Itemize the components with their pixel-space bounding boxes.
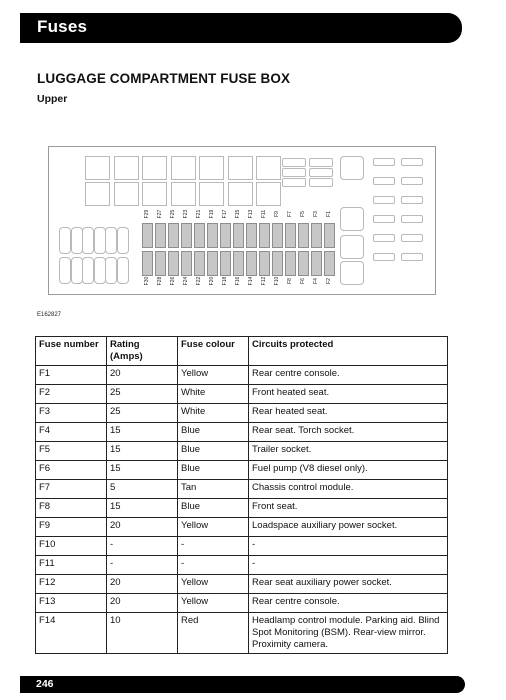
cell-rating: -	[107, 537, 178, 556]
fuse-label: F13	[248, 209, 254, 219]
maxi-fuse-slot	[71, 257, 83, 284]
fuse-label: F19	[209, 209, 215, 219]
cell-rating: 15	[107, 499, 178, 518]
cell-rating: 20	[107, 594, 178, 613]
mini-relay	[309, 178, 333, 187]
cell-rating: 25	[107, 404, 178, 423]
relay-slot	[142, 182, 167, 206]
cell-colour: Yellow	[178, 575, 249, 594]
cell-circuits: Headlamp control module. Parking aid. Blind Spot Monitoring (BSM). Rear-view mirror. Proximity camera.	[249, 613, 448, 654]
mini-fuse-slot	[401, 177, 423, 185]
fuse	[311, 223, 322, 248]
relay-slot	[171, 182, 196, 206]
page-title: Fuses	[37, 17, 88, 36]
relay-slot	[228, 182, 253, 206]
fuse-label: F9	[274, 211, 280, 217]
fuse-label: F10	[274, 276, 280, 286]
relay-slot	[256, 182, 281, 206]
table-row	[36, 537, 448, 556]
cell-colour: White	[178, 404, 249, 423]
fuse-label: F6	[300, 278, 306, 284]
header-circuits: Circuits protected	[249, 337, 448, 366]
cell-circuits: Rear centre console.	[249, 594, 448, 613]
fuse-label: F20	[209, 276, 215, 286]
fuse-label: F24	[183, 276, 189, 286]
fuse	[155, 223, 166, 248]
cell-circuits: Fuel pump (V8 diesel only).	[249, 461, 448, 480]
cell-rating: 15	[107, 461, 178, 480]
fuse	[298, 251, 309, 276]
header-rating: Rating (Amps)	[107, 337, 178, 366]
cell-fuse-number: F6	[36, 461, 107, 480]
cell-colour: Yellow	[178, 594, 249, 613]
relay-slot	[85, 156, 110, 180]
fuse-label: F30	[144, 276, 150, 286]
fuse-label: F15	[235, 209, 241, 219]
maxi-fuse-slot	[105, 257, 117, 284]
fuse	[311, 251, 322, 276]
fuse	[194, 223, 205, 248]
fuse-label: F2	[326, 278, 332, 284]
cell-fuse-number: F8	[36, 499, 107, 518]
cell-rating: 20	[107, 518, 178, 537]
cell-fuse-number: F7	[36, 480, 107, 499]
fuse	[324, 223, 335, 248]
mini-fuse-slot	[401, 158, 423, 166]
cell-fuse-number: F13	[36, 594, 107, 613]
section-subtitle: Upper	[37, 93, 68, 105]
footer-bar	[20, 676, 465, 693]
mini-fuse-slot	[373, 177, 395, 185]
table-header-row	[36, 337, 448, 366]
fuse	[168, 223, 179, 248]
table-row	[36, 480, 448, 499]
fuse-label: F16	[235, 276, 241, 286]
mini-relay	[309, 158, 333, 167]
maxi-fuse-slot	[105, 227, 117, 254]
cell-rating: 10	[107, 613, 178, 654]
fuse	[298, 223, 309, 248]
fuse	[142, 251, 153, 276]
fuse	[285, 223, 296, 248]
maxi-fuse-slot	[94, 257, 106, 284]
fuse	[155, 251, 166, 276]
fuse	[194, 251, 205, 276]
mini-fuse-slot	[401, 234, 423, 242]
relay-slot	[114, 182, 139, 206]
table-row	[36, 366, 448, 385]
cell-circuits: Loadspace auxiliary power socket.	[249, 518, 448, 537]
table-row	[36, 556, 448, 575]
fuse	[168, 251, 179, 276]
mini-relay	[309, 168, 333, 177]
mini-fuse-slot	[401, 196, 423, 204]
cell-fuse-number: F2	[36, 385, 107, 404]
header-fuse-number: Fuse number	[36, 337, 107, 366]
table-row	[36, 423, 448, 442]
fuse-label: F12	[261, 276, 267, 286]
cell-circuits: -	[249, 556, 448, 575]
fuse-label: F11	[261, 209, 267, 219]
relay-slot	[256, 156, 281, 180]
fuse	[324, 251, 335, 276]
table-row	[36, 575, 448, 594]
table-row	[36, 613, 448, 654]
fuse-label: F4	[313, 278, 319, 284]
cell-colour: Yellow	[178, 518, 249, 537]
cell-fuse-number: F14	[36, 613, 107, 654]
fuse	[285, 251, 296, 276]
fuse	[233, 251, 244, 276]
mini-fuse-slot	[401, 215, 423, 223]
cell-fuse-number: F3	[36, 404, 107, 423]
fuse-label: F28	[157, 276, 163, 286]
cell-circuits: Rear heated seat.	[249, 404, 448, 423]
relay-slot	[199, 182, 224, 206]
fuse-label: F29	[144, 209, 150, 219]
fuse	[246, 223, 257, 248]
maxi-fuse-slot	[117, 257, 129, 284]
cell-colour: Tan	[178, 480, 249, 499]
cell-colour: Blue	[178, 461, 249, 480]
table-row	[36, 499, 448, 518]
header-bar	[20, 13, 462, 43]
fuse	[259, 251, 270, 276]
cell-fuse-number: F1	[36, 366, 107, 385]
table-row	[36, 404, 448, 423]
fuse	[272, 223, 283, 248]
fuse-label: F21	[196, 209, 202, 219]
fuse-label: F8	[287, 278, 293, 284]
cell-circuits: Front seat.	[249, 499, 448, 518]
cell-rating: 25	[107, 385, 178, 404]
fuse-label: F22	[196, 276, 202, 286]
maxi-fuse-slot	[59, 227, 71, 254]
mini-fuse-slot	[373, 253, 395, 261]
fuse	[272, 251, 283, 276]
cell-colour: Blue	[178, 423, 249, 442]
fuse-label: F27	[157, 209, 163, 219]
maxi-fuse-slot	[59, 257, 71, 284]
header-fuse-colour: Fuse colour	[178, 337, 249, 366]
maxi-fuse-slot	[82, 227, 94, 254]
cell-fuse-number: F9	[36, 518, 107, 537]
image-reference: E162827	[37, 312, 62, 318]
fuse	[220, 223, 231, 248]
relay-slot	[142, 156, 167, 180]
table-row	[36, 594, 448, 613]
relay-slot	[340, 207, 364, 231]
section-title: LUGGAGE COMPARTMENT FUSE BOX	[37, 71, 291, 86]
mini-relay	[282, 178, 306, 187]
fuse-label: F7	[287, 211, 293, 217]
cell-rating: 20	[107, 575, 178, 594]
cell-circuits: Rear centre console.	[249, 366, 448, 385]
mini-relay	[282, 168, 306, 177]
relay-slot	[340, 235, 364, 259]
cell-circuits: Trailer socket.	[249, 442, 448, 461]
cell-circuits: Rear seat auxiliary power socket.	[249, 575, 448, 594]
fuse-table	[35, 336, 448, 654]
fuse-label: F25	[170, 209, 176, 219]
maxi-fuse-slot	[71, 227, 83, 254]
fuse	[142, 223, 153, 248]
cell-rating: 15	[107, 423, 178, 442]
fuse-label: F5	[300, 211, 306, 217]
page-number: 246	[36, 678, 54, 690]
cell-circuits: Front heated seat.	[249, 385, 448, 404]
fuse-label: F14	[248, 276, 254, 286]
fuse	[207, 223, 218, 248]
cell-fuse-number: F5	[36, 442, 107, 461]
fuse	[220, 251, 231, 276]
cell-colour: Yellow	[178, 366, 249, 385]
fuse	[259, 223, 270, 248]
mini-relay	[282, 158, 306, 167]
cell-colour: Blue	[178, 499, 249, 518]
maxi-fuse-slot	[117, 227, 129, 254]
fuse-label: F3	[313, 211, 319, 217]
maxi-fuse-slot	[94, 227, 106, 254]
mini-fuse-slot	[373, 215, 395, 223]
relay-slot	[171, 156, 196, 180]
cell-circuits: -	[249, 537, 448, 556]
cell-rating: -	[107, 556, 178, 575]
cell-colour: -	[178, 556, 249, 575]
table-row	[36, 442, 448, 461]
mini-fuse-slot	[373, 196, 395, 204]
maxi-fuse-slot	[82, 257, 94, 284]
fuse	[233, 223, 244, 248]
cell-rating: 20	[107, 366, 178, 385]
relay-slot	[85, 182, 110, 206]
relay-slot	[114, 156, 139, 180]
mini-fuse-slot	[401, 253, 423, 261]
relay-slot	[228, 156, 253, 180]
relay-slot	[199, 156, 224, 180]
fuse-label: F23	[183, 209, 189, 219]
fuse	[181, 223, 192, 248]
fuse-label: F26	[170, 276, 176, 286]
cell-colour: White	[178, 385, 249, 404]
cell-colour: -	[178, 537, 249, 556]
fuse-label: F1	[326, 211, 332, 217]
cell-fuse-number: F11	[36, 556, 107, 575]
cell-rating: 15	[107, 442, 178, 461]
relay-slot	[340, 261, 364, 285]
cell-circuits: Rear seat. Torch socket.	[249, 423, 448, 442]
cell-colour: Red	[178, 613, 249, 654]
relay-slot	[340, 156, 364, 180]
fuse	[181, 251, 192, 276]
fuse	[246, 251, 257, 276]
table-row	[36, 461, 448, 480]
cell-colour: Blue	[178, 442, 249, 461]
cell-rating: 5	[107, 480, 178, 499]
mini-fuse-slot	[373, 158, 395, 166]
fuse-label: F18	[222, 276, 228, 286]
fuse-box-diagram	[48, 146, 436, 295]
cell-fuse-number: F10	[36, 537, 107, 556]
cell-fuse-number: F4	[36, 423, 107, 442]
cell-fuse-number: F12	[36, 575, 107, 594]
table-row	[36, 385, 448, 404]
table-row	[36, 518, 448, 537]
fuse	[207, 251, 218, 276]
fuse-label: F17	[222, 209, 228, 219]
mini-fuse-slot	[373, 234, 395, 242]
cell-circuits: Chassis control module.	[249, 480, 448, 499]
